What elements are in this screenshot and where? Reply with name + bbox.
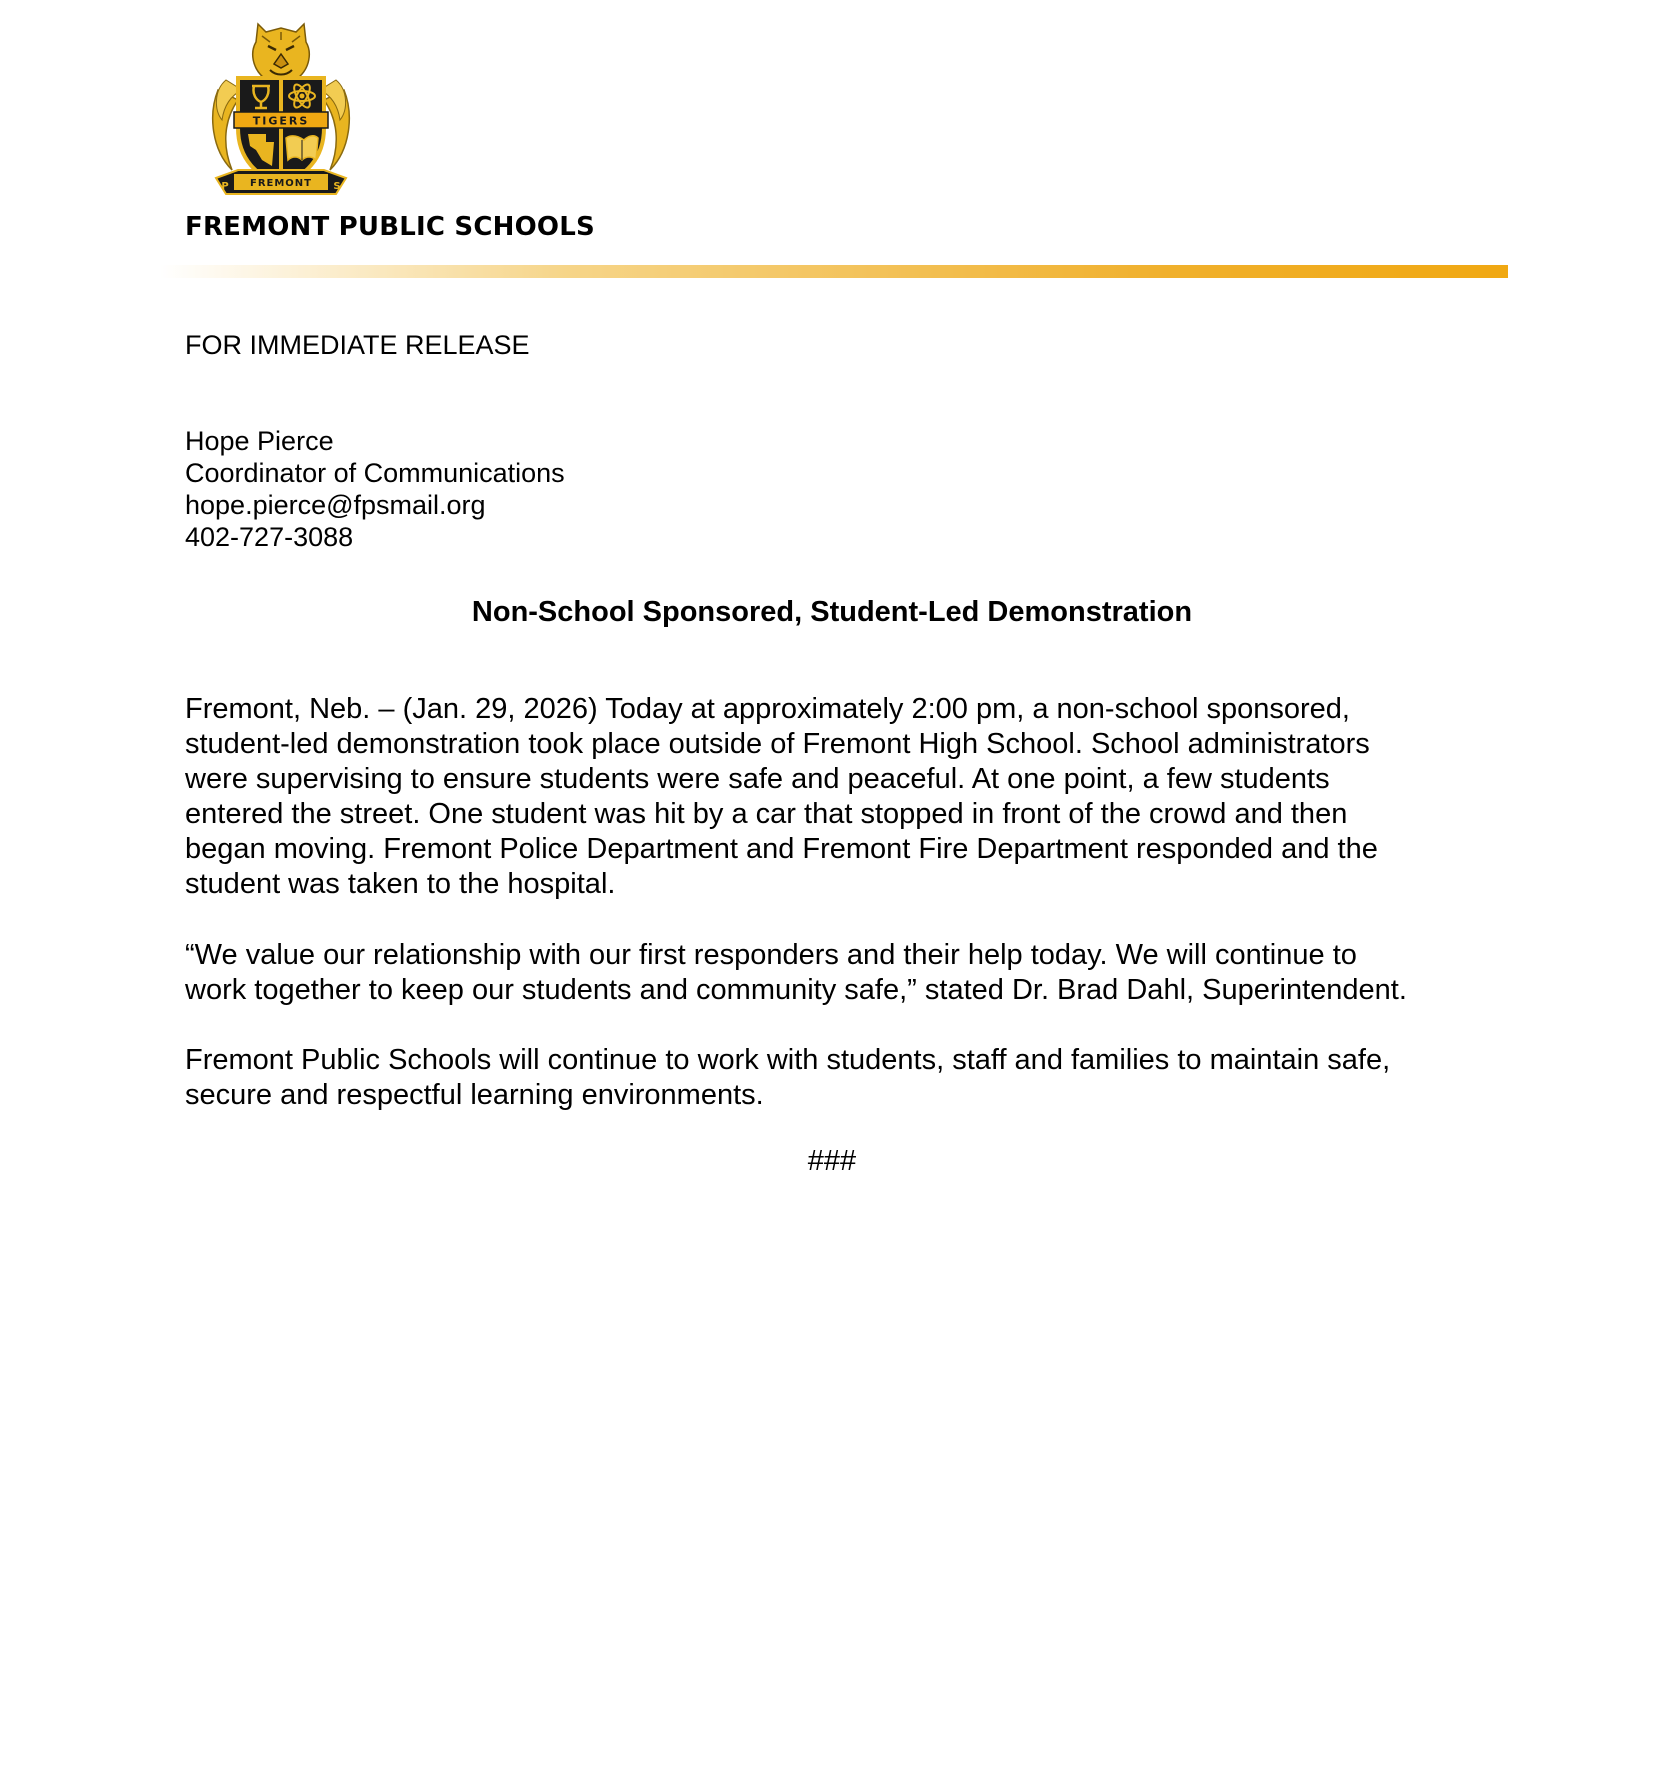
crest-scroll-text: FREMONT	[249, 178, 313, 189]
paragraph-2-quote	[185, 938, 1485, 1008]
paragraph-line: student was taken to the hospital.	[185, 868, 616, 900]
paragraph-line: Fremont Public Schools will continue to work with students, staff and families to maintain safe,	[185, 1044, 1391, 1076]
header-divider	[160, 265, 1508, 278]
paragraph-line: began moving. Fremont Police Department and Fremont Fire Department responded and the	[185, 833, 1378, 865]
paragraph-line: student-led demonstration took place outside of Fremont High School. School administrators	[185, 728, 1370, 760]
contact-title: Coordinator of Communications	[185, 458, 565, 488]
paragraph-line: work together to keep our students and community safe,” stated Dr. Brad Dahl, Superintendent.	[185, 974, 1407, 1006]
org-name: FREMONT PUBLIC SCHOOLS	[185, 212, 595, 242]
paragraph-line: were supervising to ensure students were safe and peaceful. At one point, a few students	[185, 763, 1330, 795]
paragraph-line: secure and respectful learning environments.	[185, 1079, 764, 1111]
crest-banner-text: TIGERS	[252, 114, 310, 128]
crest-scroll-right: S	[333, 181, 341, 192]
release-label: FOR IMMEDIATE RELEASE	[185, 330, 530, 360]
contact-phone: 402-727-3088	[185, 522, 354, 552]
paragraph-line: “We value our relationship with our first responders and their help today. We will continue to	[185, 939, 1357, 971]
crest-scroll-left: P	[221, 181, 229, 192]
paragraph-line: Fremont, Neb. – (Jan. 29, 2026) Today at approximately 2:00 pm, a non-school sponsored,	[185, 693, 1350, 725]
paragraph-3	[185, 1043, 1485, 1113]
contact-name: Hope Pierce	[185, 426, 334, 456]
end-mark: ###	[807, 1145, 857, 1177]
headline: Non-School Sponsored, Student-Led Demonstration	[471, 596, 1193, 628]
contact-email[interactable]: hope.pierce@fpsmail.org	[185, 490, 486, 520]
paragraph-1	[185, 692, 1485, 902]
fremont-tigers-crest-icon	[208, 20, 354, 204]
paragraph-line: entered the street. One student was hit by a car that stopped in front of the crowd and then	[185, 798, 1348, 830]
contact-block	[185, 425, 565, 553]
